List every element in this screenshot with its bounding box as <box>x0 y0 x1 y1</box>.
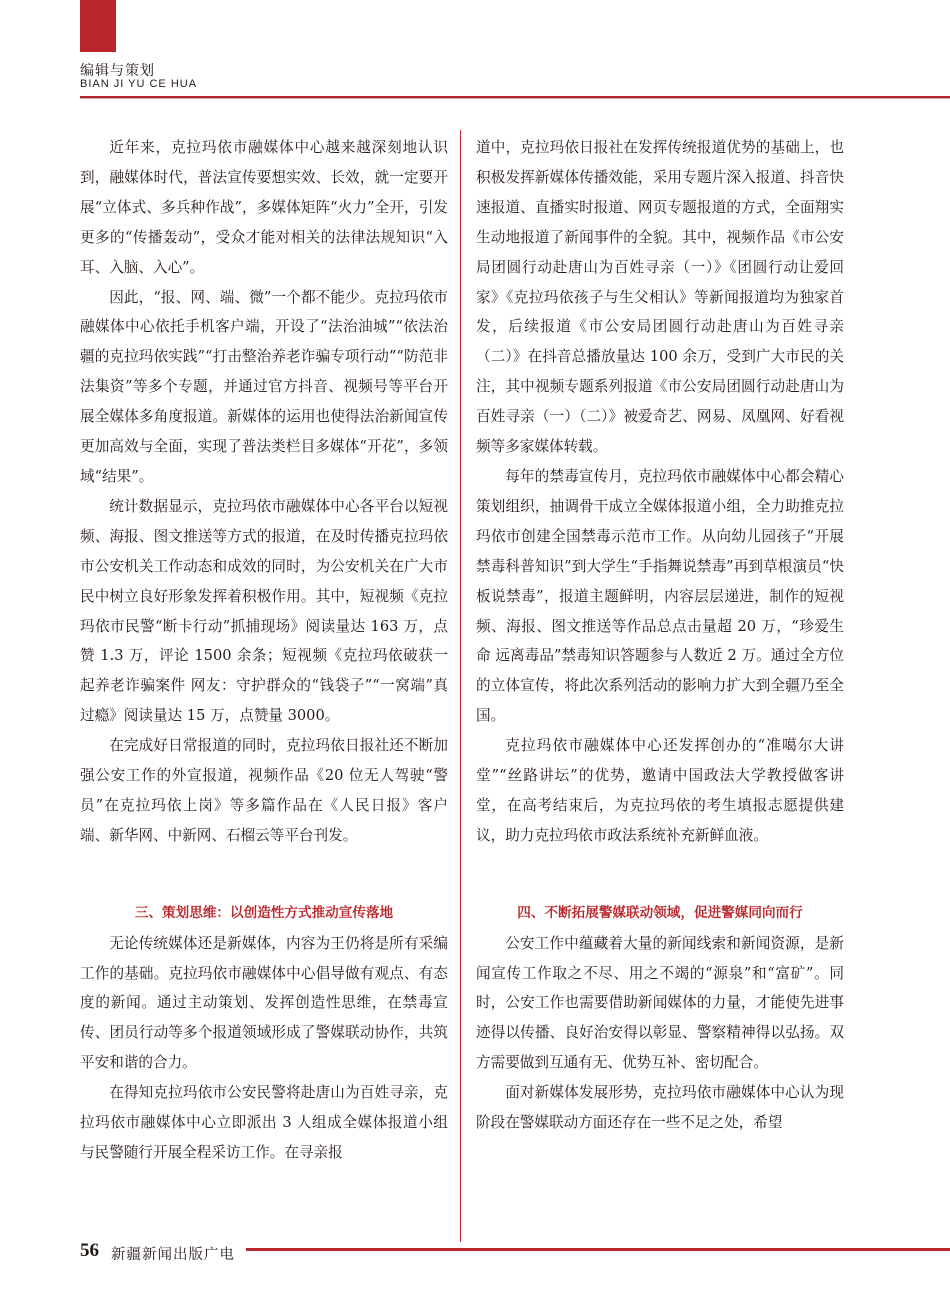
header-rule-shadow <box>80 98 950 99</box>
page-number: 56 <box>80 1240 99 1261</box>
paragraph-continued: 道中，克拉玛依日报社在发挥传统报道优势的基础上，也积极发挥新媒体传播效能，采用专题片深入报道、抖音快速报道、直播实时报道、网页专题报道的方式，全面翔实生动地报道了新闻事件的全貌。其中，视频作品《市公安局团圆行动赴唐山为百姓寻亲（一）》《团圆行动让爱回家》《克拉玛依孩子与生父相认》等新闻报道均为独家首发，后续报道《市公安局团圆行动赴唐山为百姓寻亲（二）》在抖音总播放量达 100 余万，受到广大市民的关注，其中视频专题系列报道《市公安局团圆行动赴唐山为百姓寻亲（一）（二）》被爱奇艺、网易、凤凰网、好看视频等多家媒体转载。 <box>476 139 844 456</box>
paragraph: 统计数据显示，克拉玛依市融媒体中心各平台以短视频、海报、图文推送等方式的报道，在及时传播克拉玛依市公安机关工作动态和成效的同时，为公安机关在广大市民中树立良好形象发挥着积极作用。其中，短视频《克拉玛依市民警“断卡行动”抓捕现场》阅读量达 163 万，点赞 1.3 万，评论 1500 余条；短视频《克拉玛依破获一起养老诈骗案件 网友：守护群众的“钱袋子”“一窝端”真过瘾》阅读量达 15 万，点赞量 3000。 <box>80 497 448 725</box>
paragraph: 因此，“报、网、端、微”一个都不能少。克拉玛依市融媒体中心依托手机客户端，开设了“法治油城”“依法治疆的克拉玛依实践”“打击整治养老诈骗专项行动”“防范非法集资”等多个专题，并通过官方抖音、视频号等平台开展全媒体多角度报道。新媒体的运用也使得法治新闻宣传更加高效与全面，实现了普法类栏目多媒体“开花”，多领域“结果”。 <box>80 288 448 485</box>
left-column <box>80 133 448 1168</box>
paragraph: 每年的禁毒宣传月，克拉玛依市融媒体中心都会精心策划组织，抽调骨干成立全媒体报道小组，全力助推克拉玛依市创建全国禁毒示范市工作。从向幼儿园孩子“开展禁毒科普知识”到大学生“手指舞说禁毒”再到草根演员“快板说禁毒”，报道主题鲜明，内容层层递进，制作的短视频、海报、图文推送等作品总点击量超 20 万，“珍爱生命 远离毒品”禁毒知识答题参与人数近 2 万。通过全方位的立体宣传，将此次系列活动的影响力扩大到全疆乃至全国。 <box>476 467 844 725</box>
section-heading-3: 三、策划思维：以创造性方式推动宣传落地 <box>134 904 394 921</box>
journal-name: 新疆新闻出版广电 <box>111 1247 235 1263</box>
section-title-pinyin: BIAN JI YU CE HUA <box>80 78 198 90</box>
section-heading-4: 四、不断拓展警媒联动领域，促进警媒同向而行 <box>517 904 803 921</box>
section-title: 编辑与策划 <box>80 63 155 79</box>
paragraph: 在完成好日常报道的同时，克拉玛依日报社还不断加强公安工作的外宣报道，视频作品《20 位无人驾驶“警员”在克拉玛依上岗》等多篇作品在《人民日报》客户端、新华网、中新网、石榴云等平台刊发。 <box>80 737 448 844</box>
section-gap <box>80 851 448 899</box>
paragraph: 克拉玛依市融媒体中心还发挥创办的“准噶尔大讲堂”“丝路讲坛”的优势，邀请中国政法大学教授做客讲堂，在高考结束后，为克拉玛依的考生填报志愿提供建议，助力克拉玛依市政法系统补充新鲜血液。 <box>476 737 844 844</box>
footer-rule <box>246 1248 950 1251</box>
header-color-tab <box>80 0 116 52</box>
paragraph: 面对新媒体发展形势，克拉玛依市融媒体中心认为现阶段在警媒联动方面还存在一些不足之处，希望 <box>476 1084 844 1132</box>
right-column <box>476 133 844 1138</box>
paragraph: 在得知克拉玛依市公安民警将赴唐山为百姓寻亲，克拉玛依市融媒体中心立即派出 3 人组成全媒体报道小组与民警随行开展全程采访工作。在寻亲报 <box>80 1084 448 1161</box>
paragraph: 近年来，克拉玛依市融媒体中心越来越深刻地认识到，融媒体时代，普法宣传要想实效、长效，就一定要开展“立体式、多兵种作战”，多媒体矩阵“火力”全开，引发更多的“传播轰动”，受众才能对相关的法律法规知识“入耳、入脑、入心”。 <box>80 139 448 276</box>
column-divider <box>460 130 461 1242</box>
paragraph: 公安工作中蕴藏着大量的新闻线索和新闻资源，是新闻宣传工作取之不尽、用之不竭的“源泉”和“富矿”。同时，公安工作也需要借助新闻媒体的力量，才能使先进事迹得以传播、良好治安得以彰显、警察精神得以弘扬。双方需要做到互通有无、优势互补、密切配合。 <box>476 934 844 1072</box>
paragraph: 无论传统媒体还是新媒体，内容为王仍将是所有采编工作的基础。克拉玛依市融媒体中心倡导做有观点、有态度的新闻。通过主动策划、发挥创造性思维，在禁毒宣传、团员行动等多个报道领域形成了警媒联动协作，共筑平安和谐的合力。 <box>80 934 448 1072</box>
section-gap <box>476 851 844 899</box>
